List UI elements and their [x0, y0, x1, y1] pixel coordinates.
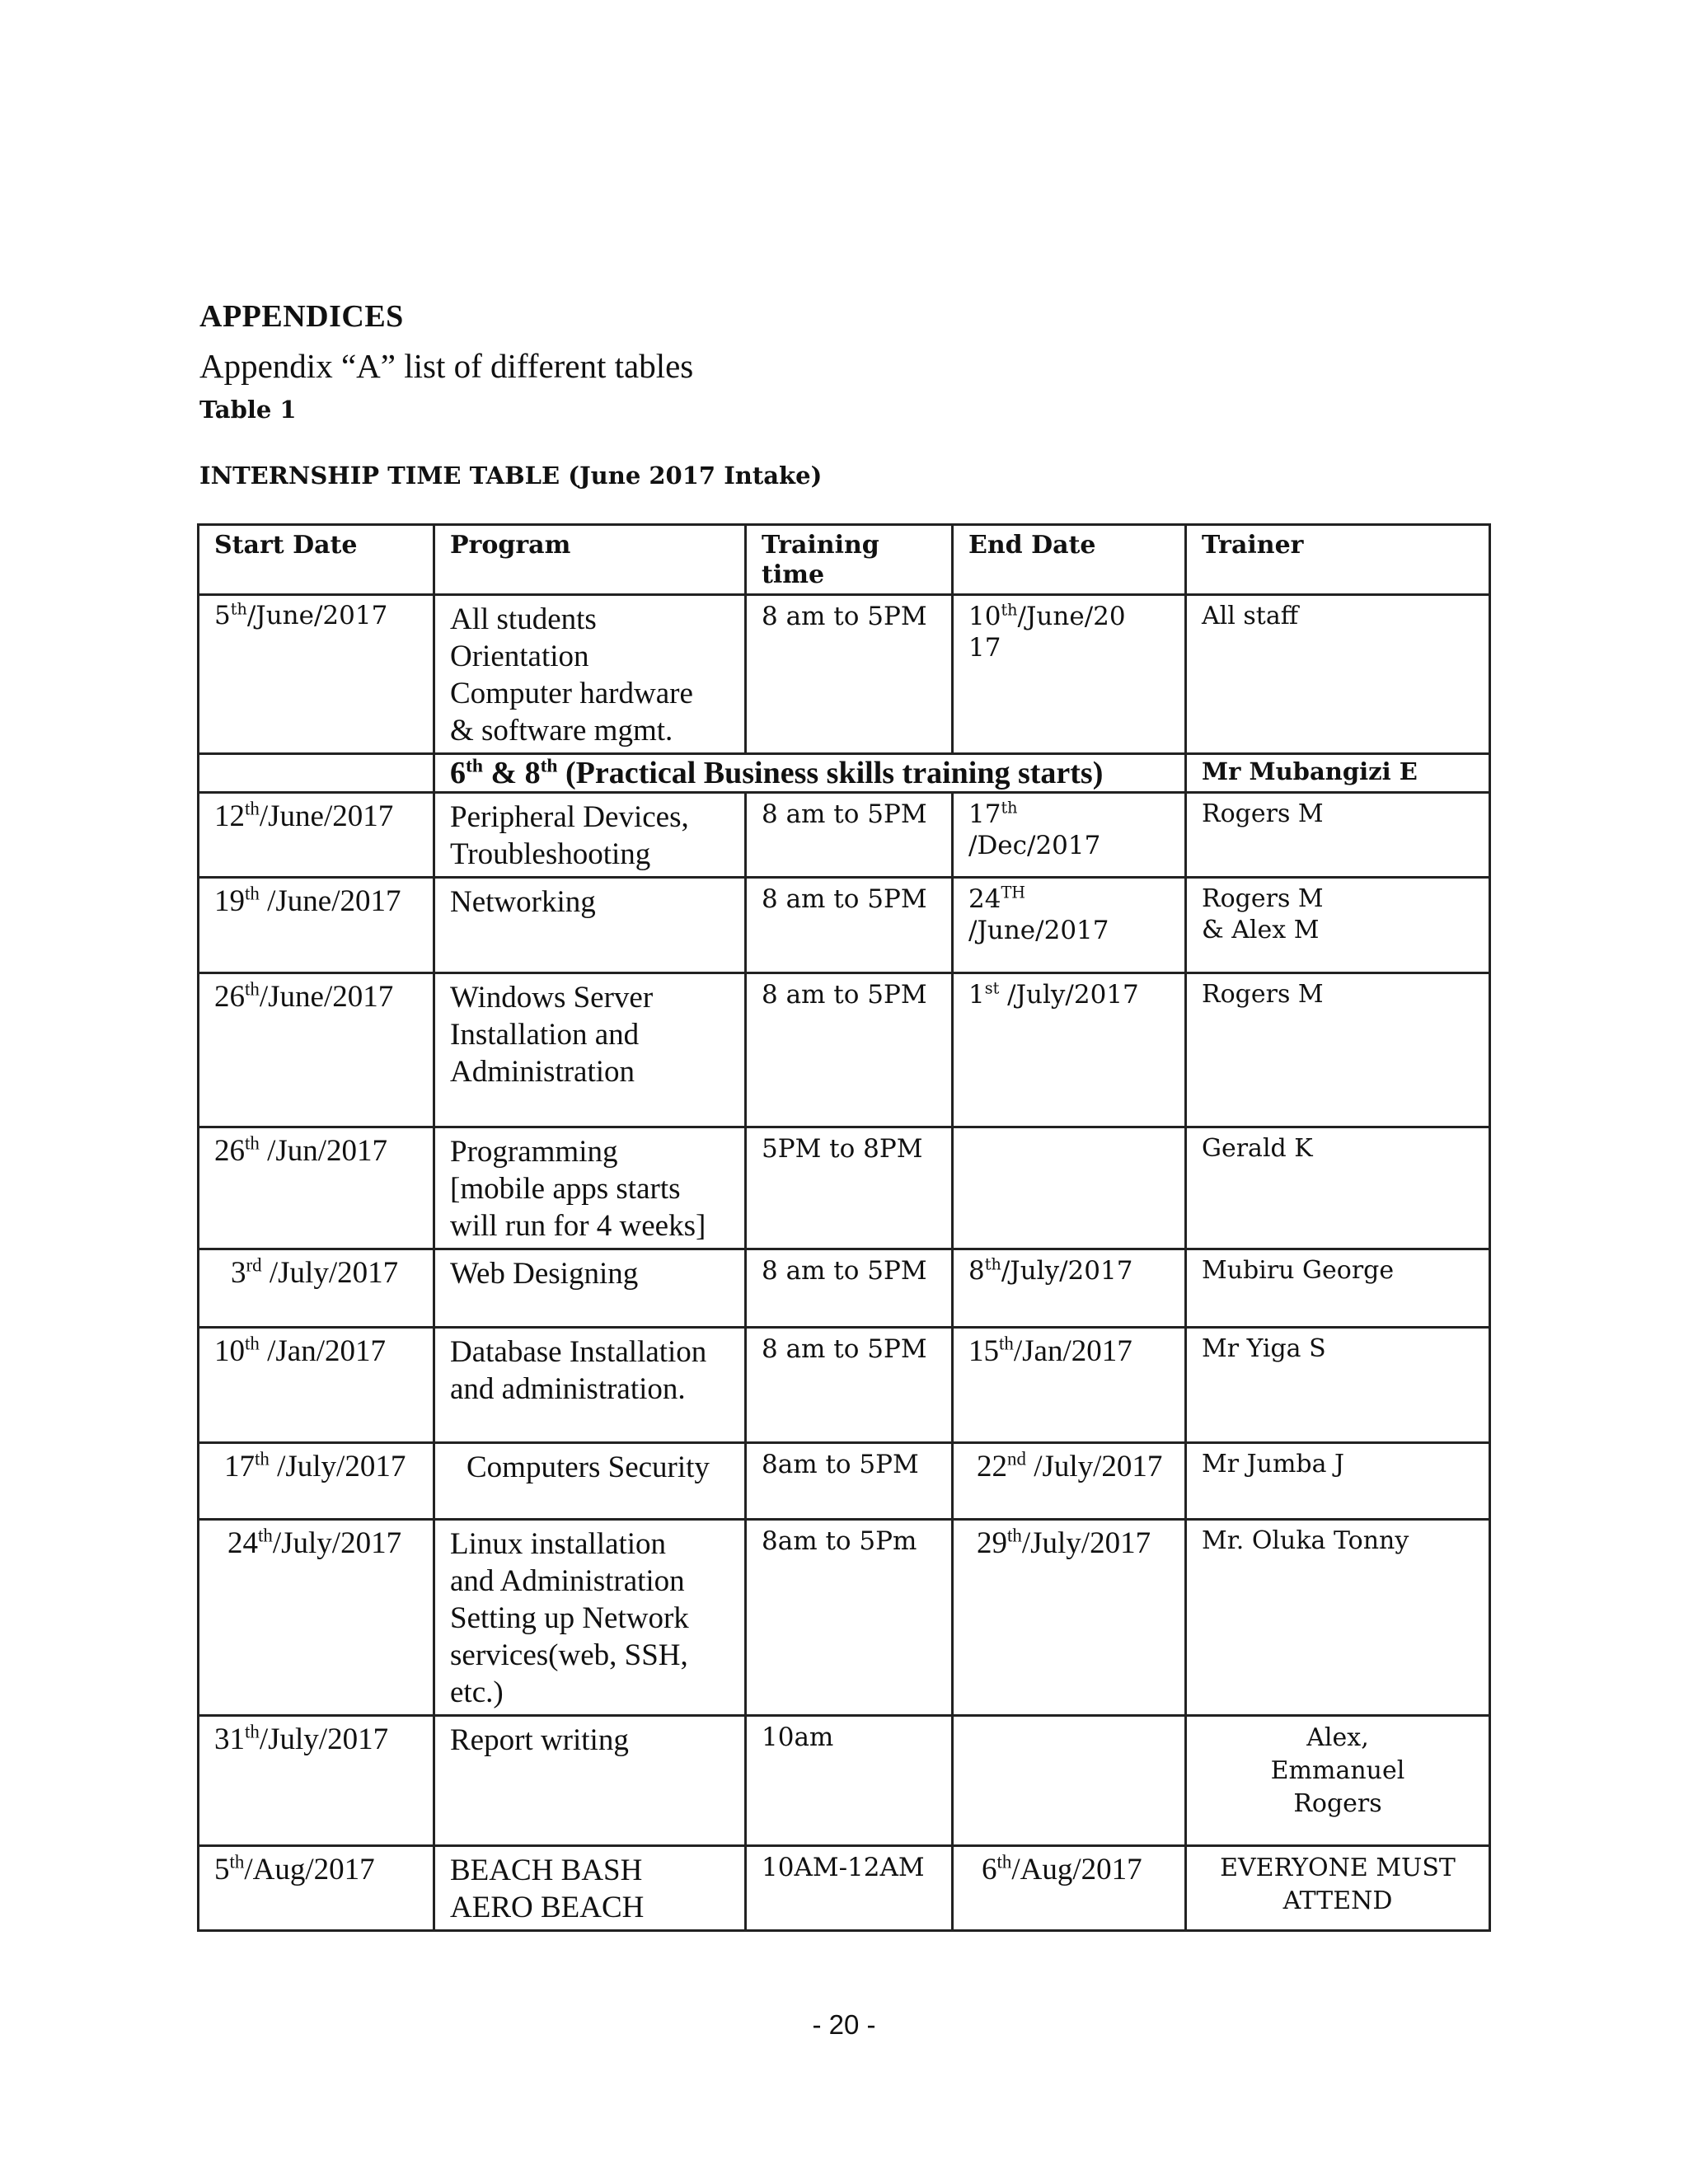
training-time-cell: 5PM to 8PM: [746, 1127, 953, 1249]
table-label: Table 1: [199, 396, 297, 424]
program-cell: Web Designing: [434, 1249, 746, 1328]
program-cell: Report writing: [434, 1716, 746, 1846]
ordinal-suffix: th: [996, 1851, 1012, 1872]
trainer-cell: Alex, Emmanuel Rogers: [1186, 1716, 1490, 1846]
table-row: [199, 1716, 1490, 1846]
end-date-cell: [953, 1127, 1186, 1249]
trainer-cell: Rogers M: [1186, 973, 1490, 1127]
ordinal-suffix: st: [984, 978, 1000, 998]
ordinal-suffix: th: [255, 1448, 270, 1469]
page-number: - 20 -: [812, 2009, 876, 2040]
start-date-cell: 26th /Jun/2017: [199, 1127, 434, 1249]
program-cell: All students Orientation Computer hardware & software mgmt.: [434, 595, 746, 754]
table-row: [199, 793, 1490, 878]
ordinal-suffix: th: [1001, 798, 1018, 818]
training-time-cell: 8 am to 5PM: [746, 595, 953, 754]
header-start-date: Start Date: [199, 525, 434, 595]
trainer-cell: Gerald K: [1186, 1127, 1490, 1249]
ordinal-suffix: th: [540, 755, 558, 777]
internship-timetable: [197, 523, 1491, 1932]
ordinal-suffix: th: [1007, 1525, 1022, 1546]
trainer-cell: All staff: [1186, 595, 1490, 754]
program-cell: Networking: [434, 878, 746, 973]
table-row: [199, 1328, 1490, 1443]
ordinal-suffix: rd: [246, 1254, 262, 1276]
trainer-cell: Mubiru George: [1186, 1249, 1490, 1328]
table-title: INTERNSHIP TIME TABLE (June 2017 Intake): [199, 462, 823, 490]
header-end-date: End Date: [953, 525, 1186, 595]
end-date-cell: [953, 1716, 1186, 1846]
end-date-cell: 22nd /July/2017: [953, 1443, 1186, 1520]
ordinal-suffix: th: [229, 1851, 245, 1872]
program-cell: Programming [mobile apps starts will run for 4 weeks]: [434, 1127, 746, 1249]
end-date-cell: 29th/July/2017: [953, 1520, 1186, 1716]
banner-trainer-cell: Mr Mubangizi E: [1186, 754, 1490, 793]
table-row: [199, 1127, 1490, 1249]
start-date-cell: 31th/July/2017: [199, 1716, 434, 1846]
start-date-cell: 24th/July/2017: [199, 1520, 434, 1716]
trainer-cell: Mr Jumba J: [1186, 1443, 1490, 1520]
trainer-cell: Mr Yiga S: [1186, 1328, 1490, 1443]
training-time-cell: 8am to 5Pm: [746, 1520, 953, 1716]
training-time-cell: 8 am to 5PM: [746, 793, 953, 878]
end-date-cell: 1st /July/2017: [953, 973, 1186, 1127]
table-header-row: [199, 525, 1490, 595]
end-date-cell: 17th /Dec/2017: [953, 793, 1186, 878]
end-date-cell: 10th/June/20 17: [953, 595, 1186, 754]
table-row: [199, 1520, 1490, 1716]
end-date-cell: 15th/Jan/2017: [953, 1328, 1186, 1443]
table-row: [199, 595, 1490, 754]
ordinal-suffix: th: [245, 1721, 260, 1742]
end-date-cell: 8th/July/2017: [953, 1249, 1186, 1328]
ordinal-suffix: th: [466, 755, 483, 777]
training-time-cell: 10am: [746, 1716, 953, 1846]
header-training-time: Training time: [746, 525, 953, 595]
start-date-cell: 17th /July/2017: [199, 1443, 434, 1520]
appendices-heading: APPENDICES: [199, 299, 404, 334]
banner-empty-cell: [199, 754, 434, 793]
start-date-cell: 12th/June/2017: [199, 793, 434, 878]
start-date-cell: 10th /Jan/2017: [199, 1328, 434, 1443]
start-date-cell: 5th/June/2017: [199, 595, 434, 754]
trainer-cell: Mr. Oluka Tonny: [1186, 1520, 1490, 1716]
appendix-a-heading: Appendix “A” list of different tables: [199, 347, 694, 385]
training-time-cell: 8 am to 5PM: [746, 1249, 953, 1328]
header-program: Program: [434, 525, 746, 595]
ordinal-suffix: th: [245, 883, 260, 904]
training-time-cell: 8am to 5PM: [746, 1443, 953, 1520]
table-row: [199, 1846, 1490, 1931]
trainer-cell: Rogers M & Alex M: [1186, 878, 1490, 973]
training-time-cell: 8 am to 5PM: [746, 1328, 953, 1443]
start-date-cell: 5th/Aug/2017: [199, 1846, 434, 1931]
table-row: [199, 1249, 1490, 1328]
ordinal-suffix: th: [245, 1132, 260, 1154]
start-date-cell: 19th /June/2017: [199, 878, 434, 973]
program-cell: Peripheral Devices, Troubleshooting: [434, 793, 746, 878]
training-time-cell: 8 am to 5PM: [746, 878, 953, 973]
ordinal-suffix: th: [245, 798, 260, 819]
program-cell: Windows Server Installation and Administration: [434, 973, 746, 1127]
training-time-cell: 10AM-12AM: [746, 1846, 953, 1931]
table-row: [199, 1443, 1490, 1520]
program-cell: Database Installation and administration.: [434, 1328, 746, 1443]
banner-cell: 6th & 8th (Practical Business skills training starts): [434, 754, 1186, 793]
ordinal-suffix: th: [999, 1333, 1014, 1354]
end-date-cell: 24TH /June/2017: [953, 878, 1186, 973]
table-row: [199, 973, 1490, 1127]
trainer-cell: Rogers M: [1186, 793, 1490, 878]
trainer-cell: EVERYONE MUST ATTEND: [1186, 1846, 1490, 1931]
start-date-cell: 26th/June/2017: [199, 973, 434, 1127]
ordinal-suffix: TH: [1001, 883, 1026, 902]
ordinal-suffix: th: [245, 978, 260, 1000]
header-trainer: Trainer: [1186, 525, 1490, 595]
start-date-cell: 3rd /July/2017: [199, 1249, 434, 1328]
ordinal-suffix: th: [984, 1254, 1001, 1274]
ordinal-suffix: nd: [1007, 1448, 1026, 1469]
ordinal-suffix: th: [258, 1525, 273, 1546]
table-row: [199, 878, 1490, 973]
program-cell: BEACH BASH AERO BEACH: [434, 1846, 746, 1931]
end-date-cell: 6th/Aug/2017: [953, 1846, 1186, 1931]
ordinal-suffix: th: [1001, 600, 1018, 620]
ordinal-suffix: th: [245, 1333, 260, 1354]
training-time-cell: 8 am to 5PM: [746, 973, 953, 1127]
ordinal-suffix: th: [230, 599, 247, 619]
program-cell: Linux installation and Administration Setting up Network services(web, SSH, etc.): [434, 1520, 746, 1716]
banner-row: [199, 754, 1490, 793]
program-cell: Computers Security: [434, 1443, 746, 1520]
